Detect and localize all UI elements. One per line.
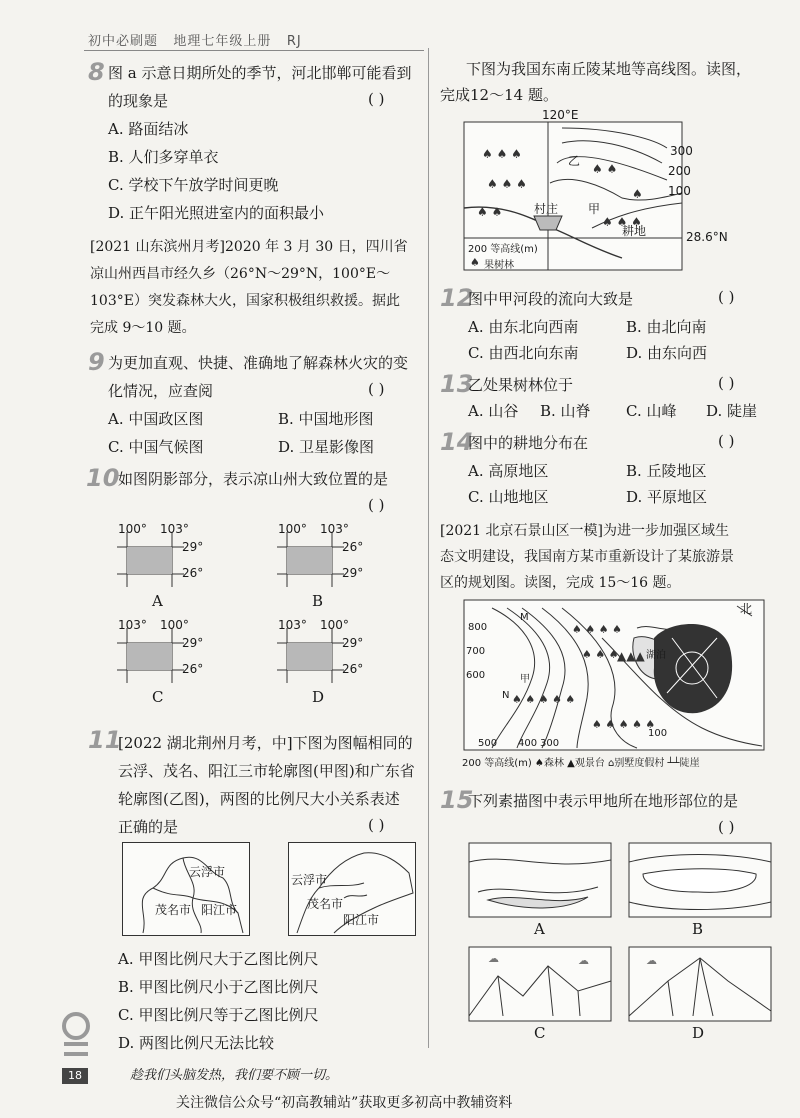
q11-stem-1: [2022 湖北荆州月考，中]下图为图幅相同的 xyxy=(118,734,413,752)
svg-text:♠ ♠ ♠: ♠ ♠ ♠ xyxy=(602,215,642,229)
book-name: 地理七年级上册 xyxy=(173,34,272,49)
q13-option-c[interactable]: C. 山峰 xyxy=(626,402,677,420)
q13-option-a[interactable]: A. 山谷 xyxy=(468,402,519,420)
q10-answer-bracket[interactable]: ( ) xyxy=(368,496,385,514)
q10-figure-b[interactable]: 100° 103° 26° 29° B xyxy=(278,522,364,610)
q11-option-a[interactable]: A. 甲图比例尺大于乙图比例尺 xyxy=(118,950,319,968)
q15-sketch-c[interactable]: ☁ ☁ C xyxy=(468,946,612,1042)
svg-text:♠: ♠ xyxy=(470,256,480,269)
q11-number: 11 xyxy=(88,726,122,754)
series-name: 初中必刷题 xyxy=(88,34,159,49)
q11-option-c[interactable]: C. 甲图比例尺等于乙图比例尺 xyxy=(118,1006,319,1024)
q8-option-c[interactable]: C. 学校下午放学时间更晚 xyxy=(108,176,279,194)
svg-text:♠ ♠ ♠ ♠: ♠ ♠ ♠ ♠ xyxy=(572,623,622,636)
q11-map-jia: 云浮市 茂名市 阳江市 xyxy=(122,842,250,936)
edition: RJ xyxy=(286,34,302,49)
q13-number: 13 xyxy=(440,370,474,398)
svg-text:☁: ☁ xyxy=(578,954,589,967)
q8-option-a[interactable]: A. 路面结冰 xyxy=(108,120,189,138)
q12-option-b[interactable]: B. 由北向南 xyxy=(626,318,707,336)
q9-option-a[interactable]: A. 中国政区图 xyxy=(108,410,204,428)
svg-text:▲▲▲: ▲▲▲ xyxy=(617,649,645,663)
intro15-line-3: 区的规划图。读图，完成 15～16 题。 xyxy=(440,575,681,591)
q14-answer-bracket[interactable]: ( ) xyxy=(718,432,735,450)
q11-answer-bracket[interactable]: ( ) xyxy=(368,816,385,834)
q12-stem: 图中甲河段的流向大致是 xyxy=(468,290,634,308)
q11-option-b[interactable]: B. 甲图比例尺小于乙图比例尺 xyxy=(118,978,319,996)
q9-number: 9 xyxy=(88,348,105,376)
q13-stem: 乙处果树林位于 xyxy=(468,376,574,394)
q11-stem-3: 轮廓图(乙图)，两图的比例尺大小关系表述 xyxy=(118,790,400,808)
q15-number: 15 xyxy=(440,786,474,814)
q14-option-b[interactable]: B. 丘陵地区 xyxy=(626,462,707,480)
intro9-line-1: [2021 山东滨州月考]2020 年 3 月 30 日，四川省 xyxy=(90,239,408,255)
page-header xyxy=(88,30,302,49)
q9-option-d[interactable]: D. 卫星影像图 xyxy=(278,438,375,456)
q10-figure-a[interactable]: 100° 103° 29° 26° A xyxy=(118,522,204,610)
page-number: 18 xyxy=(62,1068,88,1084)
q15-sketch-a[interactable]: A xyxy=(468,842,612,938)
svg-text:☁: ☁ xyxy=(488,952,499,965)
column-divider xyxy=(428,48,429,1048)
q11-stem-2: 云浮、茂名、阳江三市轮廓图(甲图)和广东省 xyxy=(118,762,415,780)
svg-text:☁: ☁ xyxy=(646,954,657,967)
q11-option-d[interactable]: D. 两图比例尺无法比较 xyxy=(118,1034,275,1052)
q8-number: 8 xyxy=(88,58,105,86)
intro15-line-2: 态文明建设，我国南方某市重新设计了某旅游景 xyxy=(440,549,734,565)
q9-answer-bracket[interactable]: ( ) xyxy=(368,380,385,398)
intro12-line-2: 完成12～14 题。 xyxy=(440,86,558,104)
q12-answer-bracket[interactable]: ( ) xyxy=(718,288,735,306)
q9-stem-2: 化情况，应查阅 xyxy=(108,382,214,400)
intro9-line-4: 完成 9～10 题。 xyxy=(90,320,196,336)
q9-option-c[interactable]: C. 中国气候图 xyxy=(108,438,204,456)
q12-option-d[interactable]: D. 由东向西 xyxy=(626,344,708,362)
q14-stem: 图中的耕地分布在 xyxy=(468,434,589,452)
intro12-line-1: 下图为我国东南丘陵某地等高线图。读图， xyxy=(466,60,752,78)
q14-option-c[interactable]: C. 山地地区 xyxy=(468,488,549,506)
q8-answer-bracket[interactable]: ( ) xyxy=(368,90,385,108)
svg-text:♠ ♠ ♠: ♠ ♠ ♠ xyxy=(487,177,527,191)
q15-answer-bracket[interactable]: ( ) xyxy=(718,818,735,836)
svg-text:♠ ♠ ♠ ♠ ♠: ♠ ♠ ♠ ♠ ♠ xyxy=(592,718,656,731)
svg-text:♠ ♠: ♠ ♠ xyxy=(592,162,618,176)
q15-stem: 下列素描图中表示甲地所在地形部位的是 xyxy=(468,792,739,810)
q10-figure-d[interactable]: 103° 100° 29° 26° D xyxy=(278,618,364,706)
q15-sketch-d[interactable]: ☁ D xyxy=(628,946,772,1042)
q12-number: 12 xyxy=(440,284,474,312)
q8-option-b[interactable]: B. 人们多穿单衣 xyxy=(108,148,219,166)
q11-map-yi: 云浮市 茂名市 阳江市 xyxy=(288,842,416,936)
q9-stem-1: 为更加直观、快捷、准确地了解森林火灾的变 xyxy=(108,354,409,372)
svg-text:♠ ♠ ♠: ♠ ♠ ♠ xyxy=(482,147,522,161)
q14-number: 14 xyxy=(440,428,474,456)
scenic-area-map: ♠ ♠ ♠ ♠ ♠ ♠ ♠ ♠ ♠ ♠ ♠ ♠ ♠ ♠ ♠ ♠ ♠ ▲▲▲ 北 800 700 600 500 400 300 100 M N 甲 湖泊 200 等高线(m) ♠森林 ▲观景台 ⌂别墅度假村 ┴┴陡崖 xyxy=(462,598,772,770)
q12-option-c[interactable]: C. 由西北向东南 xyxy=(468,344,579,362)
q8-stem-2: 的现象是 xyxy=(108,92,169,110)
intro9-line-3: 103°E）突发森林大火，国家积极组织救援。据此 xyxy=(90,293,400,309)
footer-promo: 关注微信公众号“初高教辅站”获取更多初高中教辅资料 xyxy=(176,1095,513,1111)
q9-option-b[interactable]: B. 中国地形图 xyxy=(278,410,374,428)
q13-option-d[interactable]: D. 陡崖 xyxy=(706,402,758,420)
q10-stem: 如图阴影部分，表示凉山州大致位置的是 xyxy=(118,470,389,488)
q15-sketch-b[interactable]: B xyxy=(628,842,772,938)
q13-answer-bracket[interactable]: ( ) xyxy=(718,374,735,392)
intro15-line-1: [2021 北京石景山区一模]为进一步加强区域生 xyxy=(440,523,730,539)
q10-figure-c[interactable]: 103° 100° 29° 26° C xyxy=(118,618,204,706)
contour-map-12: ♠ ♠ ♠ ♠ ♠ ♠ ♠ ♠ ♠ ♠ ♠ ♠ ♠ ♠ ♠ 120°E 300 200 100 乙 甲 村庄 耕地 28.6°N 200 等高线(m) 果树林 xyxy=(462,108,718,274)
q14-option-a[interactable]: A. 高原地区 xyxy=(468,462,549,480)
svg-text:♠ ♠ ♠ ♠ ♠: ♠ ♠ ♠ ♠ ♠ xyxy=(512,693,576,706)
brand-logo-icon xyxy=(58,1010,94,1066)
q14-option-d[interactable]: D. 平原地区 xyxy=(626,488,708,506)
svg-text:♠ ♠: ♠ ♠ xyxy=(477,205,503,219)
header-rule xyxy=(84,50,424,51)
q13-option-b[interactable]: B. 山脊 xyxy=(540,402,591,420)
q10-number: 10 xyxy=(86,464,120,492)
svg-text:♠ ♠ ♠: ♠ ♠ ♠ xyxy=(582,648,619,661)
q8-stem-1: 图 a 示意日期所处的季节，河北邯郸可能看到 xyxy=(108,64,412,82)
footer-motto: 趁我们头脑发热，我们要不顾一切。 xyxy=(130,1068,339,1083)
q11-stem-4: 正确的是 xyxy=(118,818,179,836)
q12-option-a[interactable]: A. 由东北向西南 xyxy=(468,318,579,336)
svg-text:♠: ♠ xyxy=(632,187,643,201)
q8-option-d[interactable]: D. 正午阳光照进室内的面积最小 xyxy=(108,204,325,222)
intro9-line-2: 凉山州西昌市经久乡（26°N～29°N，100°E～ xyxy=(90,266,391,282)
